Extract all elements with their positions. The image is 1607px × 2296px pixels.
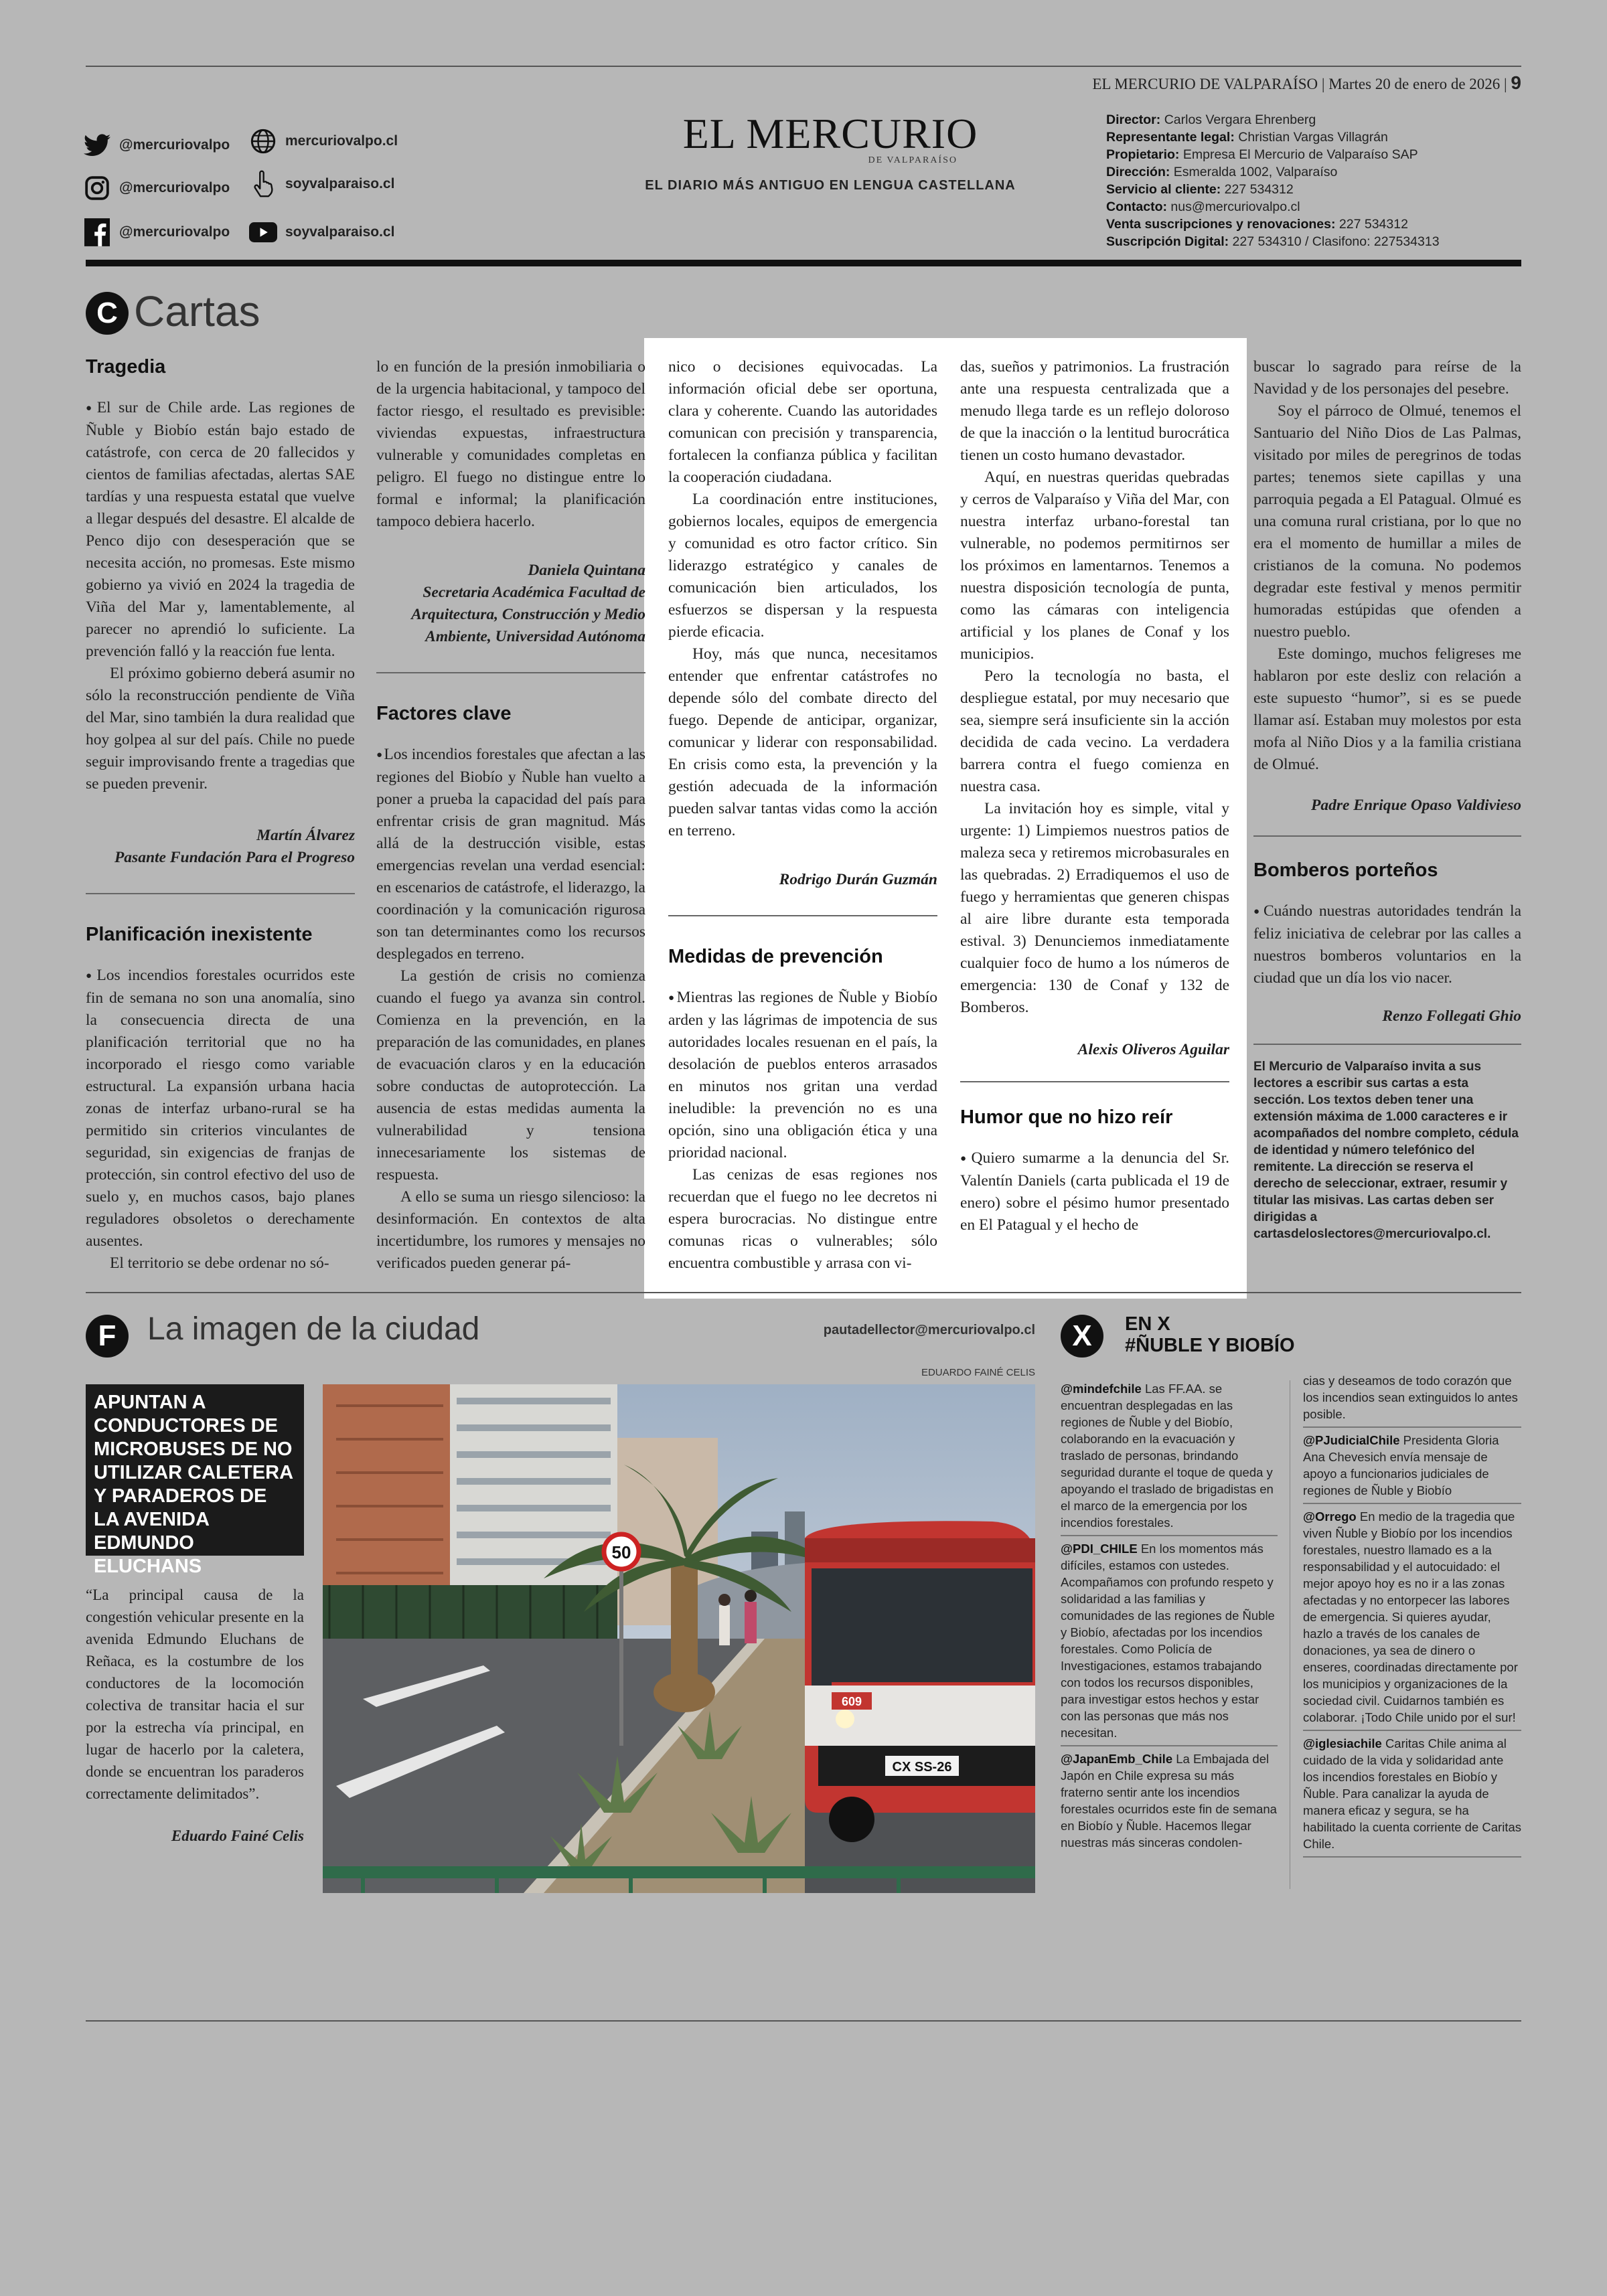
letter-heading: Bomberos porteños: [1253, 859, 1438, 881]
header-thick-rule: [86, 260, 1521, 266]
cartas-column-4: [960, 356, 1229, 1236]
x-post-text: Caritas Chile anima al cuidado de la vida y solidaridad ante los incendios forestales en Biobío y Ñuble. Para canalizar la ayuda de manera eficaz y segura, se ha habilitado la cuenta corriente de Caritas Chile.: [1303, 1736, 1521, 1851]
cartas-badge: C: [86, 292, 129, 335]
cartas-column-2: [376, 356, 645, 1275]
cartas-column-1: [86, 356, 355, 1275]
social-twitter-label: @mercuriovalpo: [119, 137, 230, 153]
social-facebook[interactable]: [83, 218, 230, 246]
social-youtube-label: soyvalparaiso.cl: [285, 224, 395, 240]
x-post-text: La Embajada del Japón en Chile expresa su más fraterno sentir ante los incendios forestales ocurridos este fin de semana en Biobío y Ñuble. Hacemos llegar nuestras más sinceras condolen-: [1061, 1752, 1277, 1850]
bottom-rule: [86, 2020, 1521, 2022]
letter-divider: [960, 1081, 1229, 1082]
letter-paragraph: Soy el párroco de Olmué, tenemos el Santuario del Niño Dios de Las Palmas, visitado por miles de peregrinos de todas partes; tenemos siete capillas y una parroquia pegada a El Patagual. Olmué es una comuna rural cristiana, por lo que no era el momento de humillar a miles de cristianos de la comuna. No podemos degradar este festival y menos permitir humoradas estúpidas que ofenden a nuestro pueblo.: [1253, 402, 1521, 641]
masthead: [643, 112, 1018, 193]
globe-icon: [249, 127, 277, 155]
street-photo: [323, 1384, 1035, 1893]
bus-plate-text: CX SS-26: [892, 1760, 952, 1775]
tagline: EL DIARIO MÁS ANTIGUO EN LENGUA CASTELLANA: [645, 178, 1016, 193]
letter-signature-name: Martín Álvarez: [256, 827, 355, 844]
social-soyvalparaiso-label: soyvalparaiso.cl: [285, 176, 395, 191]
hand-pointer-icon: [249, 170, 277, 198]
x-post-text: Presidenta Gloria Ana Chevesich envía mensaje de apoyo a funcionarios judiciales de regiones de Ñuble y Biobío: [1303, 1433, 1499, 1497]
top-rule: [86, 66, 1521, 67]
letter-signature-name: Rodrigo Durán Guzmán: [779, 871, 937, 888]
x-posts-column-1: [1061, 1380, 1278, 1859]
cartas-section-title: Cartas: [134, 287, 260, 335]
photo-credit: EDUARDO FAINÉ CELIS: [921, 1367, 1035, 1378]
letter-paragraph: La invitación hoy es simple, vital y urgente: 1) Limpiemos nuestros patios de maleza seca y retiremos microbasurales en las quebradas. 2) Erradiquemos el uso de fuego y herramientas que generen chispas al aire libre durante esta temporada estival. 3) Denunciemos inmediatamente cualquier foco de humo a los números de emergencia: 130 de Conaf y 132 de Bomberos.: [960, 800, 1229, 1016]
bus-number-text: 609: [841, 1695, 862, 1708]
letters-notice: El Mercurio de Valparaíso invita a sus lectores a escribir sus cartas a esta sección. Los textos deben tener una extensión máxima de 1.000 caracteres e ir acompañados del nombre completo, cédula de identidad y número telefónico del remitente. La dirección se reserva el derecho de seleccionar, extraer, resumir y titular las misivas. Las cartas deben ser dirigidas a cartasdeloslectores@mercuriovalpo.cl.: [1253, 1060, 1519, 1241]
social-twitter[interactable]: [83, 131, 230, 159]
twitter-icon: [83, 131, 111, 159]
x-post-user[interactable]: @PDI_CHILE: [1061, 1542, 1138, 1556]
x-post-text: Las FF.AA. se encuentran desplegadas en las regiones de Ñuble y del Biobío, colaborando en la evacuación y traslado de personas, brindando seguridad durante el toque de queda y apoyando el traslado de brigadistas en el marco de la emergencia por los incendios forestales.: [1061, 1382, 1274, 1530]
letter-paragraph: ● Quiero sumarme a la denuncia del Sr. Valentín Daniels (carta publicada el 19 de enero) sobre el pésimo humor presentado en El Patagual y el hecho de: [960, 1147, 1229, 1236]
letter-paragraph: ● Cuándo nuestras autoridades tendrán la feliz iniciativa de celebrar por las calles a nuestros bomberos voluntarios en la ciudad que un día los vio nacer.: [1253, 900, 1521, 989]
x-post: [1303, 1432, 1521, 1504]
x-post-text: En los momentos más difíciles, estamos con ustedes. Acompañamos con profundo respeto y solidaridad a las familias y comunidades de las regiones de Ñuble y Biobío, afectadas por los incendios forestales. Como Policía de Investigaciones, estamos trabajando con todos los recursos disponibles, para investigar estos hechos y estar con las personas que más nos necesitan.: [1061, 1542, 1275, 1740]
newspaper-logo-sub: DE VALPARAÍSO: [868, 155, 958, 165]
social-facebook-label: @mercuriovalpo: [119, 224, 230, 240]
letter-paragraph: Hoy, más que nunca, necesitamos entender que enfrentar catástrofes no depende sólo del combate directo del fuego. Depende de anticipar, organizar, comunicar y liderar con responsabilidad. En crisis como esta, la prevención y la gestión adecuada de la información pueden salvar tantas vidas como la acción en terreno.: [668, 645, 937, 839]
social-instagram[interactable]: [83, 174, 230, 202]
letter-signature-role: Secretaria Académica Facultad de Arquitectura, Construcción y Medio Ambiente, Universidad Autónoma: [411, 584, 645, 645]
letter-heading: Planificación inexistente: [86, 924, 313, 945]
staff-line: Suscripción Digital: 227 534310 / Clasifono: 227534313: [1106, 234, 1440, 249]
letter-signature-name: Alexis Oliveros Aguilar: [1077, 1041, 1229, 1058]
letter-paragraph: ● Mientras las regiones de Ñuble y Biobío arden y las lágrimas de impotencia de sus autoridades locales resuenan en el país, la desolación de pueblos enteros arrasados en minutos nos gritan una verdad ineludible: la prevención no es una opción, sino una obligación ética y una prioridad nacional.: [668, 987, 937, 1164]
photo-kicker: APUNTAN A CONDUCTORES DE MICROBUSES DE NO UTILIZAR CALETERA Y PARADEROS DE LA AVENIDA EDMUNDO ELUCHANS: [86, 1384, 304, 1556]
instagram-icon: [83, 174, 111, 202]
letter-paragraph: A ello se suma un riesgo silencioso: la desinformación. En contextos de alta incertidumbre, los rumores y mensajes no verificados pueden generar pá-: [376, 1188, 645, 1272]
letter-divider: [86, 893, 355, 894]
social-youtube[interactable]: [249, 218, 394, 246]
imagen-section-title: La imagen de la ciudad: [147, 1311, 480, 1347]
staff-line: Venta suscripciones y renovaciones: 227 534312: [1106, 217, 1408, 232]
letter-paragraph: nico o decisiones equivocadas. La información oficial debe ser oportuna, clara y coherente. Cuando las autoridades comunican con precisión y transparencia, fortalecen la confianza pública y facilitan la cooperación ciudadana.: [668, 358, 937, 486]
newspaper-logo: EL MERCURIO: [682, 110, 978, 157]
letter-paragraph: Aquí, en nuestras queridas quebradas y cerros de Valparaíso y Viña del Mar, con nuestra interfaz urbano-forestal tan vulnerable, no podemos permitirnos ser los próximos en lamentarnos. Tenemos a nuestra disposición tecnología de punta, como las cámaras con inteligencia artificial y los planes de Conaf y los municipios.: [960, 469, 1229, 663]
staff-line: Representante legal: Christian Vargas Villagrán: [1106, 130, 1388, 145]
staff-line: Dirección: Esmeralda 1002, Valparaíso: [1106, 165, 1338, 179]
letter-paragraph: ● Los incendios forestales ocurridos este fin de semana no son una anomalía, sino la consecuencia directa de una planificación territorial que no ha incorporado el riesgo como variable estructural. La expansión urbana hacia zonas de interfaz urbano-rural se ha permitido sin criterios vinculantes de seguridad, sin exigencias de franjas de protección, sin control efectivo del uso de suelo y, en muchos casos, bajo planes reguladores obsoletos o derechamente ausentes.: [86, 965, 355, 1252]
x-post: [1303, 1735, 1521, 1858]
x-post-user[interactable]: @Orrego: [1303, 1509, 1357, 1524]
letter-paragraph: El próximo gobierno deberá asumir no sólo la reconstrucción pendiente de Viña del Mar, sino también la dura realidad que hoy golpea al sur del país. Chile no puede seguir improvisando frente a tragedias que se pueden prevenir.: [86, 665, 355, 793]
letter-divider: [668, 915, 937, 916]
x-post-user[interactable]: @iglesiachile: [1303, 1736, 1382, 1750]
cartas-column-3: [668, 356, 937, 1275]
x-post-user[interactable]: @mindefchile: [1061, 1382, 1142, 1396]
social-instagram-label: @mercuriovalpo: [119, 180, 230, 195]
letter-divider: [376, 672, 645, 673]
letter-paragraph: Este domingo, muchos feligreses me hablaron por este desliz con relación a este supuesto “humor”, si es se puede llamar así. Estaban muy molestos por esta mofa al Niño Dios y a la familia cristiana de Olmué.: [1253, 645, 1521, 773]
folio: [870, 72, 1521, 94]
x-post-user[interactable]: @PJudicialChile: [1303, 1433, 1400, 1447]
imagen-badge: F: [86, 1315, 129, 1358]
letter-heading: Humor que no hizo reír: [960, 1106, 1173, 1128]
letter-signature-name: Daniela Quintana: [528, 562, 645, 579]
letter-paragraph: Las cenizas de esas regiones nos recuerdan que el fuego no lee decretos ni espera burocracias. No distingue entre comunas ricas o vulnerables; sólo encuentra combustible y arrasa con vi-: [668, 1166, 937, 1272]
cartas-column-5: [1253, 356, 1521, 1242]
x-post-continuation: cias y deseamos de todo corazón que los incendios sean extinguidos lo antes posible.: [1303, 1372, 1521, 1428]
staff-box: [1106, 111, 1521, 250]
photo-author: Eduardo Fainé Celis: [171, 1827, 304, 1844]
x-post: [1061, 1540, 1278, 1746]
photo-quote: “La principal causa de la congestión vehicular presente en la avenida Edmundo Eluchans de Reñaca, es la costumbre de los conductores de la locomoción colectiva de transitar hacia el sur por la estrecha vía principal, en lugar de hacerlo por la caletera, donde se encuentran los paraderos correctamente delimitados”.: [86, 1586, 304, 1802]
letter-divider: [1253, 835, 1521, 837]
staff-line: Propietario: Empresa El Mercurio de Valparaíso SAP: [1106, 147, 1418, 162]
letter-signature-role: Pasante Fundación Para el Progreso: [114, 849, 355, 866]
x-post: [1061, 1750, 1278, 1855]
letter-paragraph: lo en función de la presión inmobiliaria o de la urgencia habitacional, y tampoco del factor riesgo, el resultado es previsible: viviendas expuestas, infraestructura vulnerable y comunidades completas en peligro. El fuego no distingue entre lo formal e informal; la planificación tampoco debiera hacerlo.: [376, 358, 645, 530]
x-post-text: En medio de la tragedia que viven Ñuble y Biobío por los incendios forestales, nuestro llamado es a la responsabilidad y el autocuidado: el mejor apoyo hoy es no ir a las zonas afectadas y no entorpecer las labores de emergencia. Si quieres ayudar, hazlo a través de los canales de donaciones, ya sea de dinero o enseres, coordinadas directamente por los municipios y organizaciones de la sociedad civil. Cuidarnos también es colaborar. ¡Todo Chile unido por el sur!: [1303, 1509, 1518, 1724]
page-number: 9: [1511, 72, 1521, 93]
letter-paragraph: ● El sur de Chile arde. Las regiones de Ñuble y Biobío están bajo estado de catástrofe, con cerca de 20 fallecidos y cientos de familias afectadas, alertas SAE tardías y una respuesta estatal que vuelve a llegar después del desastre. El alcalde de Penco dijo con desesperación que se necesita acción, no promesas. Este mismo gobierno ya vivió en 2024 la tragedia de Viña del Mar y, lamentablemente, al parecer no aprendió lo suficiente. La prevención falló y la reacción fue lenta.: [86, 397, 355, 663]
staff-line: Contacto: nus@mercuriovalpo.cl: [1106, 199, 1300, 214]
x-posts-column-2: [1303, 1372, 1521, 1862]
letter-signature-name: Padre Enrique Opaso Valdivieso: [1310, 797, 1521, 814]
enx-title-line1: EN X: [1125, 1313, 1170, 1335]
section-rule: [86, 1292, 1521, 1293]
social-web-label: mercuriovalpo.cl: [285, 133, 398, 149]
letter-heading: Medidas de prevención: [668, 946, 883, 967]
facebook-icon: [83, 218, 111, 246]
folio-text: EL MERCURIO DE VALPARAÍSO | Martes 20 de enero de 2026 |: [1092, 76, 1507, 92]
youtube-icon: [249, 218, 277, 246]
letter-heading: Tragedia: [86, 356, 166, 378]
speed-sign-text: 50: [611, 1542, 631, 1562]
staff-line: Director: Carlos Vergara Ehrenberg: [1106, 112, 1316, 127]
enx-title-line2: #ÑUBLE Y BIOBÍO: [1125, 1335, 1295, 1356]
x-post: [1061, 1380, 1278, 1536]
photo-caption: [86, 1584, 304, 1847]
letter-paragraph: das, sueños y patrimonios. La frustración ante una respuesta centralizada que a menudo llega tarde es un reflejo doloroso de que la inacción o la lentitud burocrática tienen un costo humano devastador.: [960, 358, 1229, 464]
social-web[interactable]: [249, 127, 398, 155]
letter-heading: Factores clave: [376, 703, 512, 724]
imagen-email[interactable]: pautadellector@mercuriovalpo.cl: [823, 1323, 1035, 1337]
staff-line: Servicio al cliente: 227 534312: [1106, 182, 1294, 197]
x-post-user[interactable]: @JapanEmb_Chile: [1061, 1752, 1173, 1766]
letter-paragraph: ● Los incendios forestales que afectan a las regiones del Biobío y Ñuble han vuelto a poner a prueba la capacidad del país para enfrentar crisis de gran magnitud. Más allá de la destrucción visible, estas emergencias revelan una verdad esencial: en escenarios de catástrofe, el liderazgo, la coordinación y la comunicación rigurosa son tan determinantes como los recursos desplegados en terreno.: [376, 744, 645, 965]
letter-divider: [1253, 1044, 1521, 1045]
x-logo-icon: X: [1061, 1315, 1103, 1358]
street-photo-illustration: [323, 1384, 1035, 1893]
letter-paragraph: Pero la tecnología no basta, el despliegue estatal, por muy necesario que sea, siempre será insuficiente sin la acción decidida de cada vecino. La verdadera barrera contra el fuego comienza en nuestra casa.: [960, 667, 1229, 795]
letter-signature-name: Renzo Follegati Ghio: [1382, 1007, 1521, 1025]
letter-paragraph: La coordinación entre instituciones, gobiernos locales, equipos de emergencia y comunidad es otro factor crítico. Sin liderazgo estratégico y canales de comunicación bien articulados, los esfuerzos se dispersan y la respuesta pierde eficacia.: [668, 491, 937, 641]
letter-paragraph: buscar lo sagrado para reírse de la Navidad y de los personajes del pesebre.: [1253, 358, 1521, 398]
social-soyvalparaiso[interactable]: [249, 170, 394, 198]
x-post: [1303, 1508, 1521, 1731]
enx-title: [1125, 1313, 1295, 1356]
letter-paragraph: El territorio se debe ordenar no só-: [110, 1254, 329, 1272]
letter-paragraph: La gestión de crisis no comienza cuando el fuego ya avanza sin control. Comienza en la prevención, en la preparación de las comunidades, en planes de evacuación claros y en la educación sobre conductas de autoprotección. La ausencia de estas medidas aumenta la vulnerabilidad y tensiona innecesariamente los sistemas de respuesta.: [376, 967, 645, 1183]
